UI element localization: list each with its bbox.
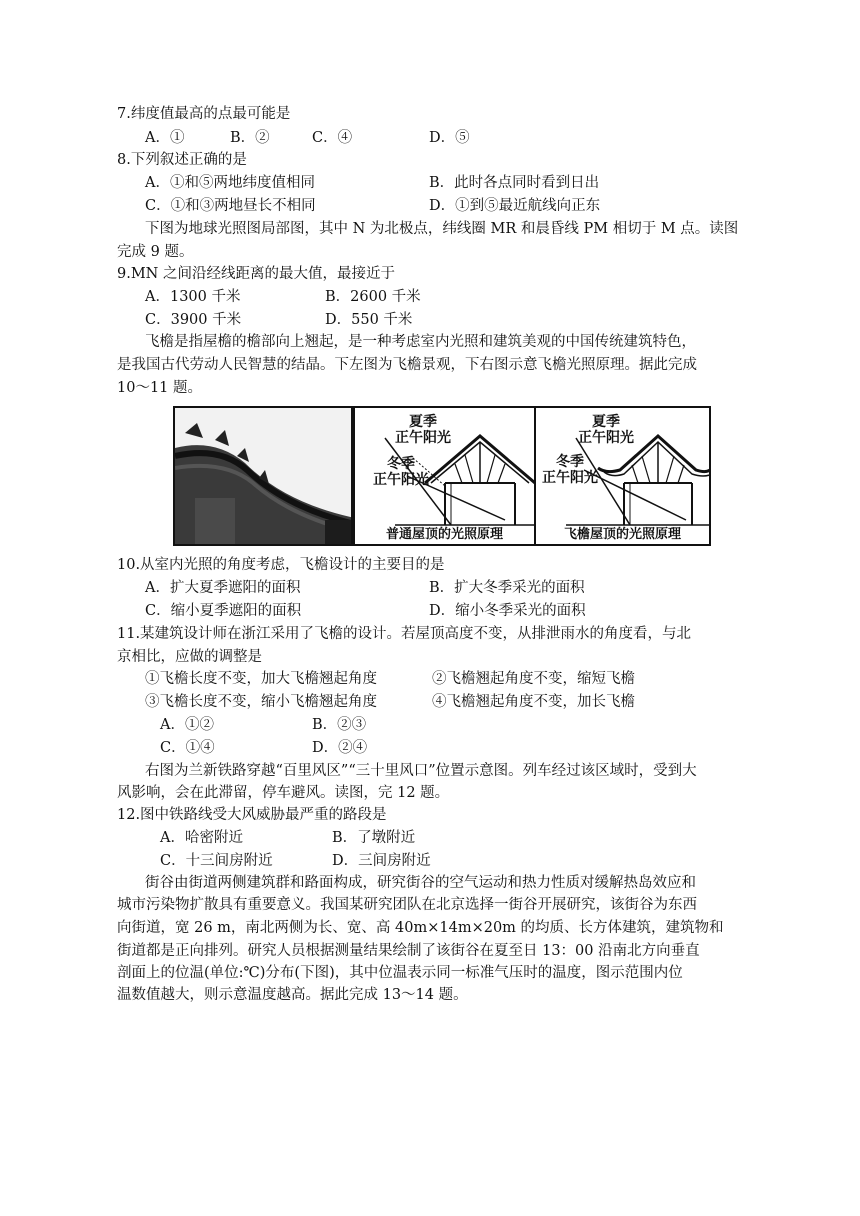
summer-label-line-1: 夏季 xyxy=(592,414,620,430)
q9-option-c: C．3900 千米 xyxy=(145,312,242,328)
q10-option-b: B．扩大冬季采光的面积 xyxy=(429,580,585,596)
intro-13-line-1: 街谷由街道两侧建筑群和路面构成，研究街谷的空气运动和热力性质对缓解热岛效应和 xyxy=(145,875,696,891)
q11-item-3: ③飞檐长度不变，缩小飞檐翘起角度 xyxy=(145,694,377,710)
q7-option-c: C．④ xyxy=(312,130,353,146)
q8-option-d: D．①到⑤最近航线向正东 xyxy=(429,198,601,214)
normal-roof-panel xyxy=(353,406,536,546)
flying-eave-figure xyxy=(173,406,711,546)
intro-12-line-1: 右图为兰新铁路穿越“百里风区”“三十里风口”位置示意图。列车经过该区域时，受到大 xyxy=(145,763,697,779)
winter-label-line-1: 冬季 xyxy=(387,456,415,472)
q11-option-a: A．①② xyxy=(160,717,214,733)
eave-photo xyxy=(173,406,353,546)
q10-option-a: A．扩大夏季遮阳的面积 xyxy=(145,580,301,596)
q12-option-c: C．十三间房附近 xyxy=(160,853,273,869)
q11-option-b: B．②③ xyxy=(312,717,367,733)
intro-9-line-1: 下图为地球光照图局部图，其中 N 为北极点，纬线圈 MR 和晨昏线 PM 相切于 M 点。读图 xyxy=(145,221,739,237)
q10-option-c: C．缩小夏季遮阳的面积 xyxy=(145,603,302,619)
q9-option-d: D．550 千米 xyxy=(325,312,413,328)
q7-option-a: A．① xyxy=(145,130,185,146)
q9-option-a: A．1300 千米 xyxy=(145,289,241,305)
intro-13-line-6: 温数值越大，则示意温度越高。据此完成 13～14 题。 xyxy=(117,987,468,1003)
caption-normal-roof: 普通屋顶的光照原理 xyxy=(385,527,503,542)
q7-option-d: D．⑤ xyxy=(429,130,470,146)
intro-10-line-3: 10～11 题。 xyxy=(117,380,203,396)
eave-photo-drawing xyxy=(175,408,353,546)
q10-option-d: D．缩小冬季采光的面积 xyxy=(429,603,586,619)
caption-flying-eave-roof: 飞檐屋顶的光照原理 xyxy=(563,527,681,542)
intro-13-line-4: 街道都是正向排列。研究人员根据测量结果绘制了该街谷在夏至日 13：00 沿南北方向垂直 xyxy=(117,943,700,959)
winter-noon-sun-label-normal xyxy=(373,456,429,488)
question-12-stem: 12.图中铁路线受大风威胁最严重的路段是 xyxy=(117,807,387,823)
flying-eave-roof-panel xyxy=(534,406,711,546)
q12-option-d: D．三间房附近 xyxy=(332,853,431,869)
q11-item-1: ①飞檐长度不变，加大飞檐翘起角度 xyxy=(145,671,377,687)
intro-10-line-1: 飞檐是指屋檐的檐部向上翘起，是一种考虑室内光照和建筑美观的中国传统建筑特色， xyxy=(145,334,696,350)
question-10-stem: 10.从室内光照的角度考虑，飞檐设计的主要目的是 xyxy=(117,557,445,573)
q11-option-c: C．①④ xyxy=(160,740,215,756)
q8-option-b: B．此时各点同时看到日出 xyxy=(429,175,600,191)
winter-noon-sun-label-eave xyxy=(542,454,598,486)
q8-option-c: C．①和③两地昼长不相同 xyxy=(145,198,316,214)
winter-label-line-1: 冬季 xyxy=(556,454,584,470)
winter-label-line-2: 正午阳光 xyxy=(373,472,429,488)
q11-item-2: ②飞檐翘起角度不变，缩短飞檐 xyxy=(432,671,635,687)
intro-12-line-2: 风影响，会在此滞留，停车避风。读图，完 12 题。 xyxy=(117,785,450,801)
q12-option-a: A．哈密附近 xyxy=(160,830,243,846)
question-11-stem-line-2: 京相比，应做的调整是 xyxy=(117,649,262,665)
question-9-stem: 9.MN 之间沿经线距离的最大值，最接近于 xyxy=(117,266,395,282)
intro-9-line-2: 完成 9 题。 xyxy=(117,244,194,260)
intro-13-line-2: 城市污染物扩散具有重要意义。我国某研究团队在北京选择一街谷开展研究，该街谷为东西 xyxy=(117,897,697,913)
q11-item-4: ④飞檐翘起角度不变，加长飞檐 xyxy=(432,694,635,710)
intro-13-line-3: 向街道，宽 26 m，南北两侧为长、宽、高 40m×14m×20m 的均质、长方体建筑，建筑物和 xyxy=(117,920,724,936)
intro-13-line-5: 剖面上的位温(单位:℃)分布(下图)，其中位温表示同一标准气压时的温度，图示范围内位 xyxy=(117,965,683,981)
q11-option-d: D．②④ xyxy=(312,740,368,756)
q8-option-a: A．①和⑤两地纬度值相同 xyxy=(145,175,315,191)
question-8-stem: 8.下列叙述正确的是 xyxy=(117,152,247,168)
summer-label-line-2: 正午阳光 xyxy=(578,430,634,446)
summer-noon-sun-label-normal xyxy=(395,414,451,446)
summer-label-line-1: 夏季 xyxy=(409,414,437,430)
intro-10-line-2: 是我国古代劳动人民智慧的结晶。下左图为飞檐景观，下右图示意飞檐光照原理。据此完成 xyxy=(117,357,697,373)
summer-noon-sun-label-eave xyxy=(578,414,634,446)
q12-option-b: B．了墩附近 xyxy=(332,830,416,846)
q7-option-b: B．② xyxy=(230,130,270,146)
winter-label-line-2: 正午阳光 xyxy=(542,470,598,486)
question-7-stem: 7.纬度值最高的点最可能是 xyxy=(117,106,291,122)
summer-label-line-2: 正午阳光 xyxy=(395,430,451,446)
question-11-stem-line-1: 11.某建筑设计师在浙江采用了飞檐的设计。若屋顶高度不变，从排泄雨水的角度看，与北 xyxy=(117,626,692,642)
q9-option-b: B．2600 千米 xyxy=(325,289,421,305)
